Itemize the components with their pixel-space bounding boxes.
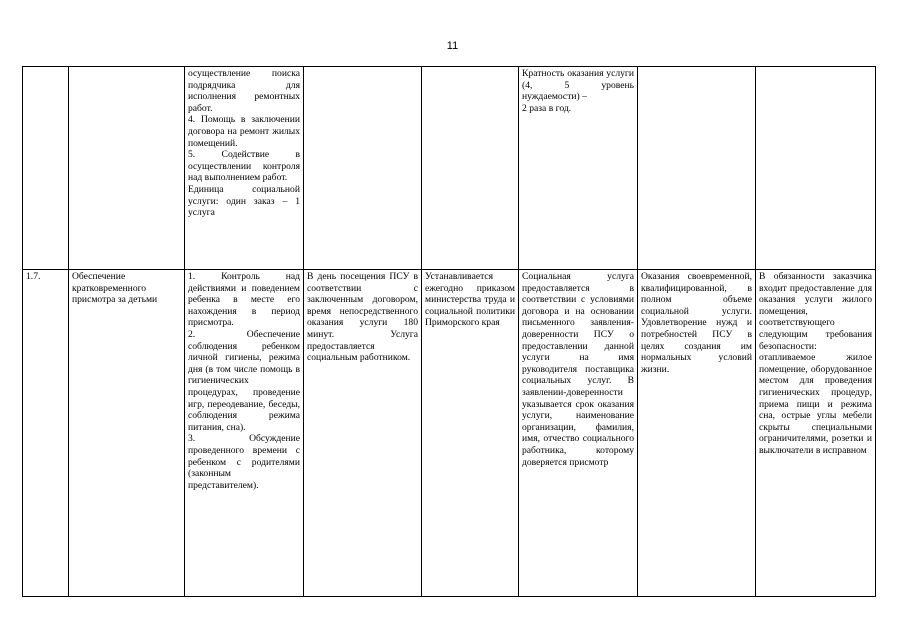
service-content-cell: 1. Контроль над действиями и поведением ребенка в месте его нахождения в период присмотра. 2. Обеспечение соблюдения ребенком личной гигиены, режима дня (в том числе помощь в гигиенических процедурах, проведение игр, переодевание, беседы, соблюдения режима питания, сна). 3. Обсуждение проведенного времени с ребенком с родителями (законным представителем).: [185, 270, 304, 597]
table-row: [23, 270, 876, 597]
service-conditions-cell: Кратность оказания услуги (4, 5 уровень нуждаемости) – 2 раза в год.: [519, 67, 638, 270]
service-number-cell: [23, 67, 69, 270]
service-number-cell: 1.7.: [23, 270, 69, 597]
service-tariff-cell: [422, 67, 519, 270]
service-tariff-cell: Устанавливается ежегодно приказом министерства труда и социальной политики Приморского края: [422, 270, 519, 597]
page-number: 11: [446, 40, 459, 52]
service-requirements-cell: В обязанности заказчика входит предоставление для оказания услуги жилого помещения, соответствующего следующим требования безопасности: отапливаемое жилое помещение, оборудованное местом для проведения гигиенических процедур, приема пищи и режима сна, острые углы мебели скрыты специальными ограничителями, розетки и выключатели в исправном: [756, 270, 876, 597]
service-timing-cell: [304, 67, 422, 270]
service-requirements-cell: [756, 67, 876, 270]
service-conditions-cell: Социальная услуга предоставляется в соответствии с условиями договора и на основании письменного заявления-доверенности ПСУ о предоставлении данной услуги на имя руководителя поставщика социальных услуг. В заявлении-доверенности указывается срок оказания услуги, наименование организации, фамилия, имя, отчество социального работника, которому доверяется присмотр: [519, 270, 638, 597]
service-quality-cell: [638, 67, 756, 270]
service-content-cell: осуществление поиска подрядчика для исполнения ремонтных работ. 4. Помощь в заключении договора на ремонт жилых помещений. 5. Содействие в осуществлении контроля над выполнением работ. Единица социальной услуги: один заказ – 1 услуга: [185, 67, 304, 270]
service-name-cell: Обеспечение кратковременного присмотра за детьми: [69, 270, 185, 597]
service-timing-cell: В день посещения ПСУ в соответствии с заключенным договором, время непосредственного оказания услуги 180 минут. Услуга предоставляется социальным работником.: [304, 270, 422, 597]
service-name-cell: [69, 67, 185, 270]
services-table: [22, 66, 876, 597]
service-quality-cell: Оказания своевременной, квалифицированной, в полном объеме социальной услуги. Удовлетворение нужд и потребностей ПСУ в целях создания им нормальных условий жизни.: [638, 270, 756, 597]
table-row: [23, 67, 876, 270]
